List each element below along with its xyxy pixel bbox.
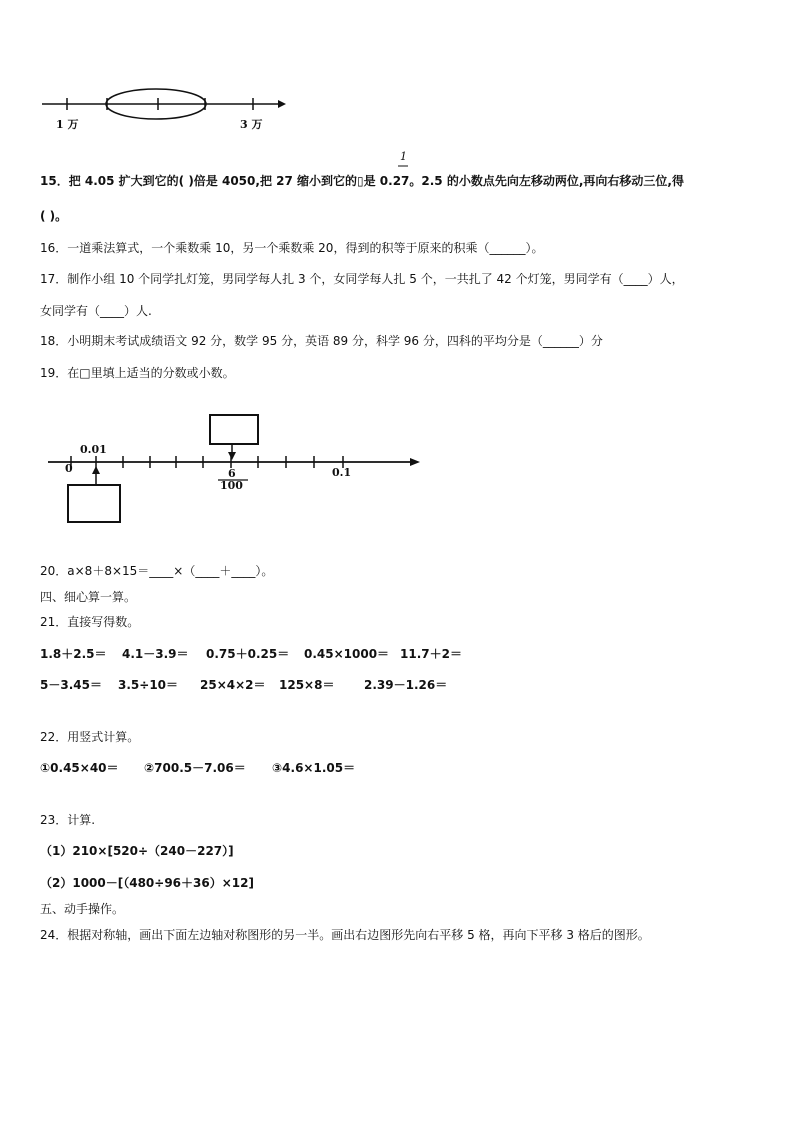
q22-item-2: ②700.5－7.06＝	[144, 761, 246, 775]
section-5-heading: 五、动手操作。	[40, 902, 125, 916]
q21-row1	[40, 646, 462, 662]
q19-answer-box-top[interactable]	[209, 414, 259, 445]
q15-fraction-numerator: 1	[400, 150, 407, 163]
q21-r1-c5: 11.7＋2＝	[400, 647, 462, 661]
q15-line1: 15．把 4.05 扩大到它的( )倍是 4050,把 27 缩小到它的▯是 0.27。2.5 的小数点先向左移动两位,再向右移动三位,得	[40, 174, 684, 188]
q16-text: 16．一道乘法算式，一个乘数乘 10，另一个乘数乘 20，得到的积等于原来的积乘（______）。	[40, 241, 544, 255]
q22-item-3: ③4.6×1.05＝	[272, 761, 356, 775]
q21-r2-c5: 2.39－1.26＝	[364, 678, 448, 692]
q23-item-1: （1）210×[520÷（240－227）]	[40, 844, 234, 858]
q24-text: 24．根据对称轴，画出下面左边轴对称图形的另一半。画出右边图形先向右平移 5 格，再向下平移 3 格后的图形。	[40, 928, 650, 942]
q19-text: 19．在□里填上适当的分数或小数。	[40, 366, 235, 380]
q21-r2-c4: 125×8＝	[279, 678, 335, 692]
q19-answer-box-bottom[interactable]	[67, 484, 121, 523]
q21-r2-c2: 3.5÷10＝	[118, 678, 179, 692]
q21-r1-c4: 0.45×1000＝	[304, 647, 390, 661]
section-4-heading: 四、细心算一算。	[40, 590, 137, 604]
q21-r2-c3: 25×4×2＝	[200, 678, 266, 692]
q19-fraction-numerator: 6	[228, 467, 236, 480]
q21-title: 21．直接写得数。	[40, 615, 140, 629]
q18-text: 18．小明期末考试成绩语文 92 分，数学 95 分，英语 89 分，科学 96 分，四科的平均分是（______）分	[40, 334, 603, 348]
q21-row2	[40, 677, 447, 693]
q22-title: 22．用竖式计算。	[40, 730, 140, 744]
q19-label-0: 0	[65, 462, 73, 475]
q19-label-001: 0.01	[80, 443, 107, 456]
q23-title: 23．计算.	[40, 813, 96, 827]
q22-items	[40, 760, 355, 776]
q19-fraction-denominator: 100	[220, 479, 243, 492]
q17-line1: 17．制作小组 10 个同学扎灯笼，男同学每人扎 3 个，女同学每人扎 5 个，一共扎了 42 个灯笼，男同学有（____）人，	[40, 272, 684, 286]
q20-text: 20．a×8＋8×15＝____×（____＋____）。	[40, 564, 274, 578]
q17-line2: 女同学有（____）人.	[40, 304, 152, 318]
number-line-label-1wan: 1 万	[56, 118, 79, 131]
number-line-label-3wan: 3 万	[240, 118, 263, 131]
q19-label-01: 0.1	[332, 466, 352, 479]
q19-number-line	[0, 0, 794, 540]
q22-item-1: ①0.45×40＝	[40, 761, 119, 775]
q21-r2-c1: 5－3.45＝	[40, 678, 102, 692]
q21-r1-c1: 1.8＋2.5＝	[40, 647, 107, 661]
q21-r1-c2: 4.1－3.9＝	[122, 647, 189, 661]
q21-r1-c3: 0.75＋0.25＝	[206, 647, 290, 661]
q15-line2: ( )。	[40, 209, 68, 223]
q23-item-2: （2）1000－[（480÷96＋36）×12]	[40, 876, 254, 890]
